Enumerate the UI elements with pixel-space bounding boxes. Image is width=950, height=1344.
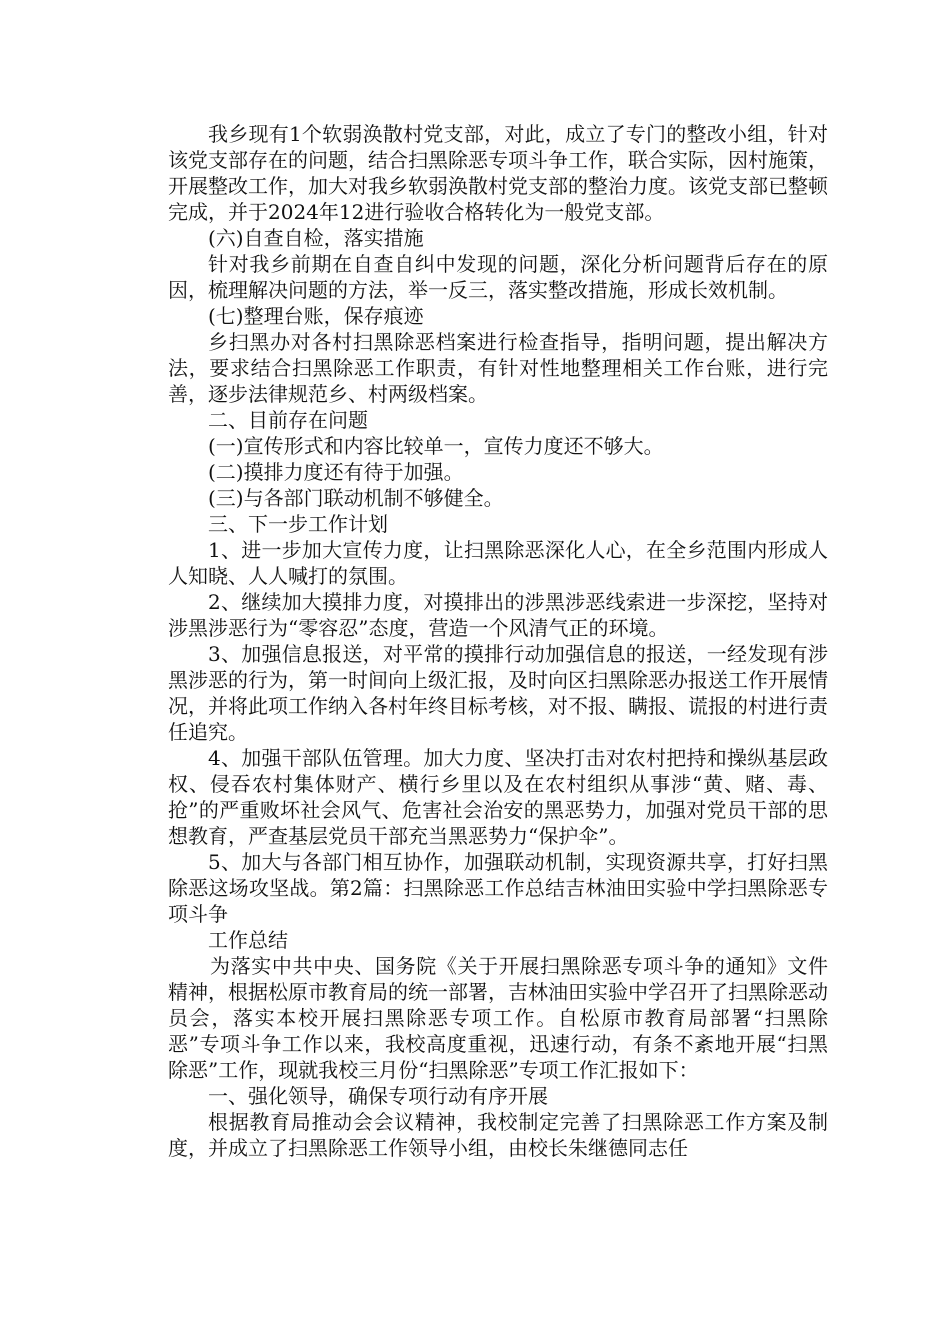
list-item-plan-1: 1、进一步加大宣传力度，让扫黑除恶深化人心，在全乡范围内形成人人知晓、人人喊打的氛围。: [168, 538, 828, 588]
heading-section-6: (六)自查自检，落实措施: [208, 226, 424, 250]
list-item-problem-1: (一)宣传形式和内容比较单一，宣传力度还不够大。: [208, 434, 664, 458]
paragraph-weak-party-branch: 我乡现有1个软弱涣散村党支部，对此，成立了专门的整改小组，针对该党支部存在的问题，结合扫黑除恶专项斗争工作，联合实际，因村施策，开展整改工作，加大对我乡软弱涣散村党支部的整治力度。该党支部已整顿完成，并于2024年12进行验收合格转化为一般党支部。: [168, 122, 828, 224]
heading-next-plan: 三、下一步工作计划: [208, 512, 388, 536]
list-item-problem-2: (二)摸排力度还有待于加强。: [208, 460, 464, 484]
paragraph-summary-intro: 为落实中共中央、国务院《关于开展扫黑除恶专项斗争的通知》文件精神，根据松原市教育局的统一部署，吉林油田实验中学召开了扫黑除恶动员会，落实本校开展扫黑除恶专项工作。自松原市教育局部署“扫黑除恶”专项斗争工作以来，我校高度重视，迅速行动，有条不紊地开展“扫黑除恶”工作，现就我校三月份“扫黑除恶”专项工作汇报如下：: [168, 954, 828, 1082]
list-item-problem-3: (三)与各部门联动机制不够健全。: [208, 486, 504, 510]
paragraph-ledger: 乡扫黑办对各村扫黑除恶档案进行检查指导，指明问题，提出解决方法，要求结合扫黑除恶工作职责，有针对性地整理相关工作台账，进行完善，逐步法律规范乡、村两级档案。: [168, 330, 828, 406]
list-item-plan-3: 3、加强信息报送，对平常的摸排行动加强信息的报送，一经发现有涉黑涉恶的行为，第一时间向上级汇报，及时向区扫黑除恶办报送工作开展情况，并将此项工作纳入各村年终目标考核，对不报、瞒报、谎报的村进行责任追究。: [168, 642, 828, 744]
list-item-plan-4: 4、加强干部队伍管理。加大力度、坚决打击对农村把持和操纵基层政权、侵吞农村集体财产、横行乡里以及在农村组织从事涉“黄、赌、毒、抢”的严重败坏社会风气、危害社会治安的黑恶势力，加强对党员干部的思想教育，严查基层党员干部充当黑恶势力“保护伞”。: [168, 746, 828, 848]
heading-section-7: (七)整理台账，保存痕迹: [208, 304, 424, 328]
list-item-plan-2: 2、继续加大摸排力度，对摸排出的涉黑涉恶线索进一步深挖，坚持对涉黑涉恶行为“零容忍”态度，营造一个风清气正的环境。: [168, 590, 828, 640]
document-body: [168, 121, 828, 1161]
paragraph-leadership-group: 根据教育局推动会会议精神，我校制定完善了扫黑除恶工作方案及制度，并成立了扫黑除恶工作领导小组，由校长朱继德同志任: [168, 1110, 828, 1160]
heading-work-summary: 工作总结: [208, 928, 288, 952]
heading-strengthen-leadership: 一、强化领导，确保专项行动有序开展: [208, 1084, 548, 1108]
paragraph-self-inspection: 针对我乡前期在自查自纠中发现的问题，深化分析问题背后存在的原因，梳理解决问题的方法，举一反三，落实整改措施，形成长效机制。: [168, 252, 828, 302]
heading-existing-problems: 二、目前存在问题: [208, 408, 368, 432]
list-item-plan-5: 5、加大与各部门相互协作，加强联动机制，实现资源共享，打好扫黑除恶这场攻坚战。第2篇：扫黑除恶工作总结吉林油田实验中学扫黑除恶专项斗争: [168, 850, 828, 926]
